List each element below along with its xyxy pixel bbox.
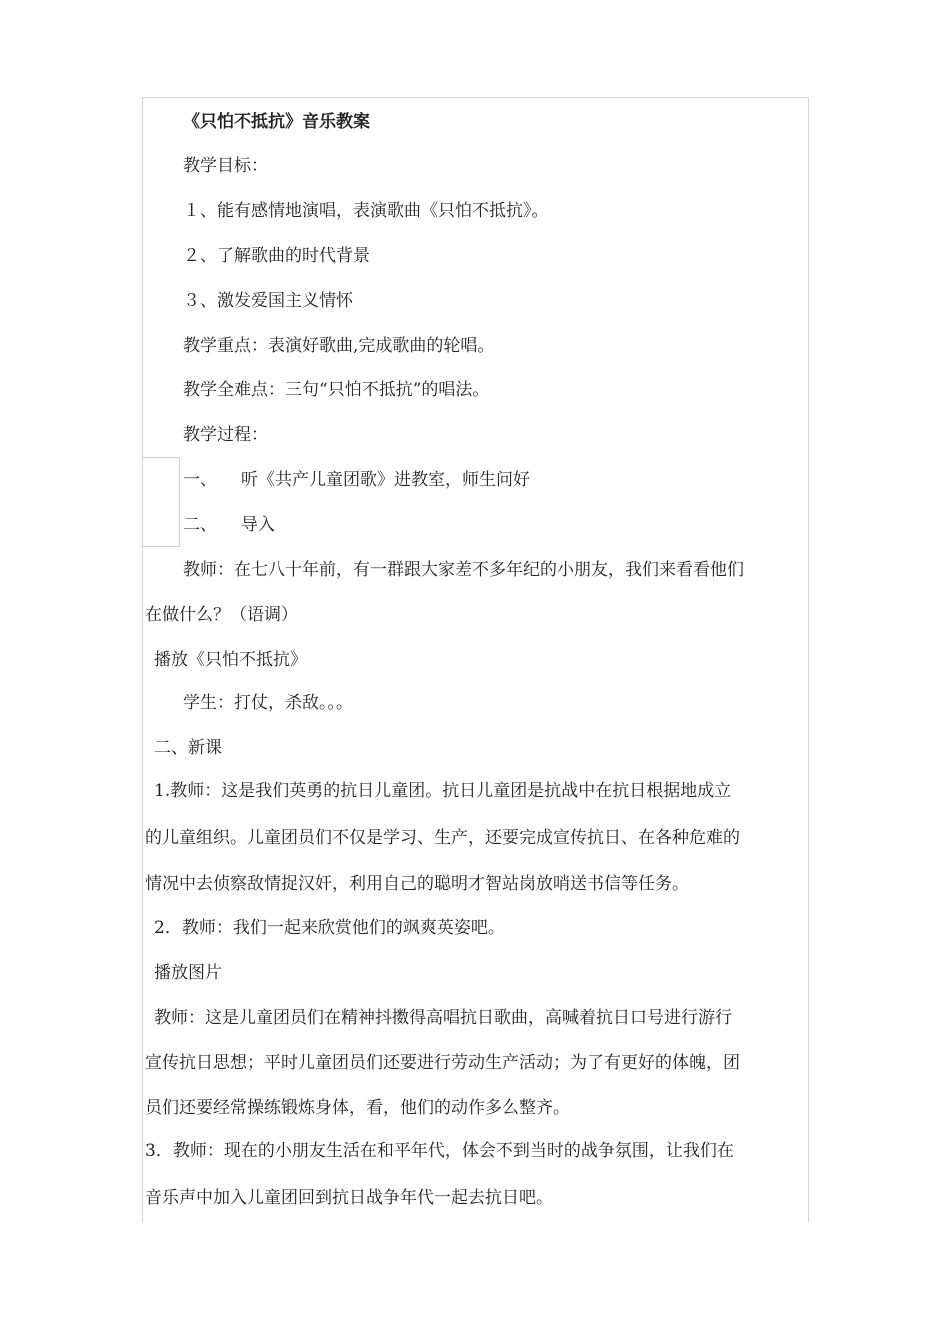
paragraph-line: 音乐声中加入儿童团回到抗日战争年代一起去抗日吧。 bbox=[145, 1188, 553, 1208]
new-lesson-heading: 二、新课 bbox=[154, 738, 222, 758]
step-text: 听《共产儿童团歌》进教室，师生问好 bbox=[241, 470, 530, 490]
paragraph-line: 2．教师：我们一起来欣赏他们的飒爽英姿吧。 bbox=[154, 918, 505, 938]
play-song-note: 播放《只怕不抵抗》 bbox=[154, 650, 307, 670]
key-point: 教学重点：表演好歌曲,完成歌曲的轮唱。 bbox=[183, 336, 495, 356]
step-number: 一、 bbox=[183, 470, 217, 490]
step-number: 二、 bbox=[183, 515, 217, 535]
paragraph-line: 3．教师：现在的小朋友生活在和平年代，体会不到当时的战争氛围，让我们在 bbox=[145, 1141, 734, 1161]
objectives-heading: 教学目标： bbox=[183, 156, 268, 176]
paragraph-line: 教师：这是儿童团员们在精神抖擞得高唱抗日歌曲，高喊着抗日口号进行游行 bbox=[154, 1008, 732, 1028]
frame-left-border bbox=[142, 97, 143, 1222]
paragraph-line: 员们还要经常操练锻炼身体，看，他们的动作多么整齐。 bbox=[145, 1098, 570, 1118]
objective-item: ３、激发爱国主义情怀 bbox=[183, 291, 353, 311]
play-pictures-note: 播放图片 bbox=[154, 963, 222, 983]
objective-item: １、能有感情地演唱，表演歌曲《只怕不抵抗》。 bbox=[183, 201, 549, 221]
document-title: 《只怕不抵抗》音乐教案 bbox=[183, 112, 370, 132]
paragraph-line: 的儿童组织。儿童团员们不仅是学习、生产，还要完成宣传抗日、在各种危难的 bbox=[145, 828, 740, 848]
intro-paragraph-line: 在做什么？（语调） bbox=[145, 605, 298, 625]
difficulty: 教学全难点：三句“只怕不抵抗”的唱法。 bbox=[183, 380, 490, 400]
frame-right-border bbox=[808, 97, 809, 1222]
paragraph-line: 宣传抗日思想；平时儿童团员们还要进行劳动生产活动；为了有更好的体魄，团 bbox=[145, 1053, 740, 1073]
paragraph-line: 情况中去侦察敌情捉汉奸，利用自己的聪明才智站岗放哨送书信等任务。 bbox=[145, 874, 689, 894]
frame-top-border bbox=[142, 97, 808, 98]
student-reply: 学生：打仗，杀敌。。。 bbox=[183, 693, 353, 713]
intro-paragraph-line: 教师：在七八十年前，有一群跟大家差不多年纪的小朋友，我们来看看他们 bbox=[183, 560, 744, 580]
step-text: 导入 bbox=[241, 515, 275, 535]
list-bracket bbox=[142, 457, 180, 547]
process-heading: 教学过程： bbox=[183, 425, 268, 445]
objective-item: ２、了解歌曲的时代背景 bbox=[183, 246, 370, 266]
paragraph-line: 1.教师：这是我们英勇的抗日儿童团。抗日儿童团是抗战中在抗日根据地成立 bbox=[154, 781, 732, 801]
